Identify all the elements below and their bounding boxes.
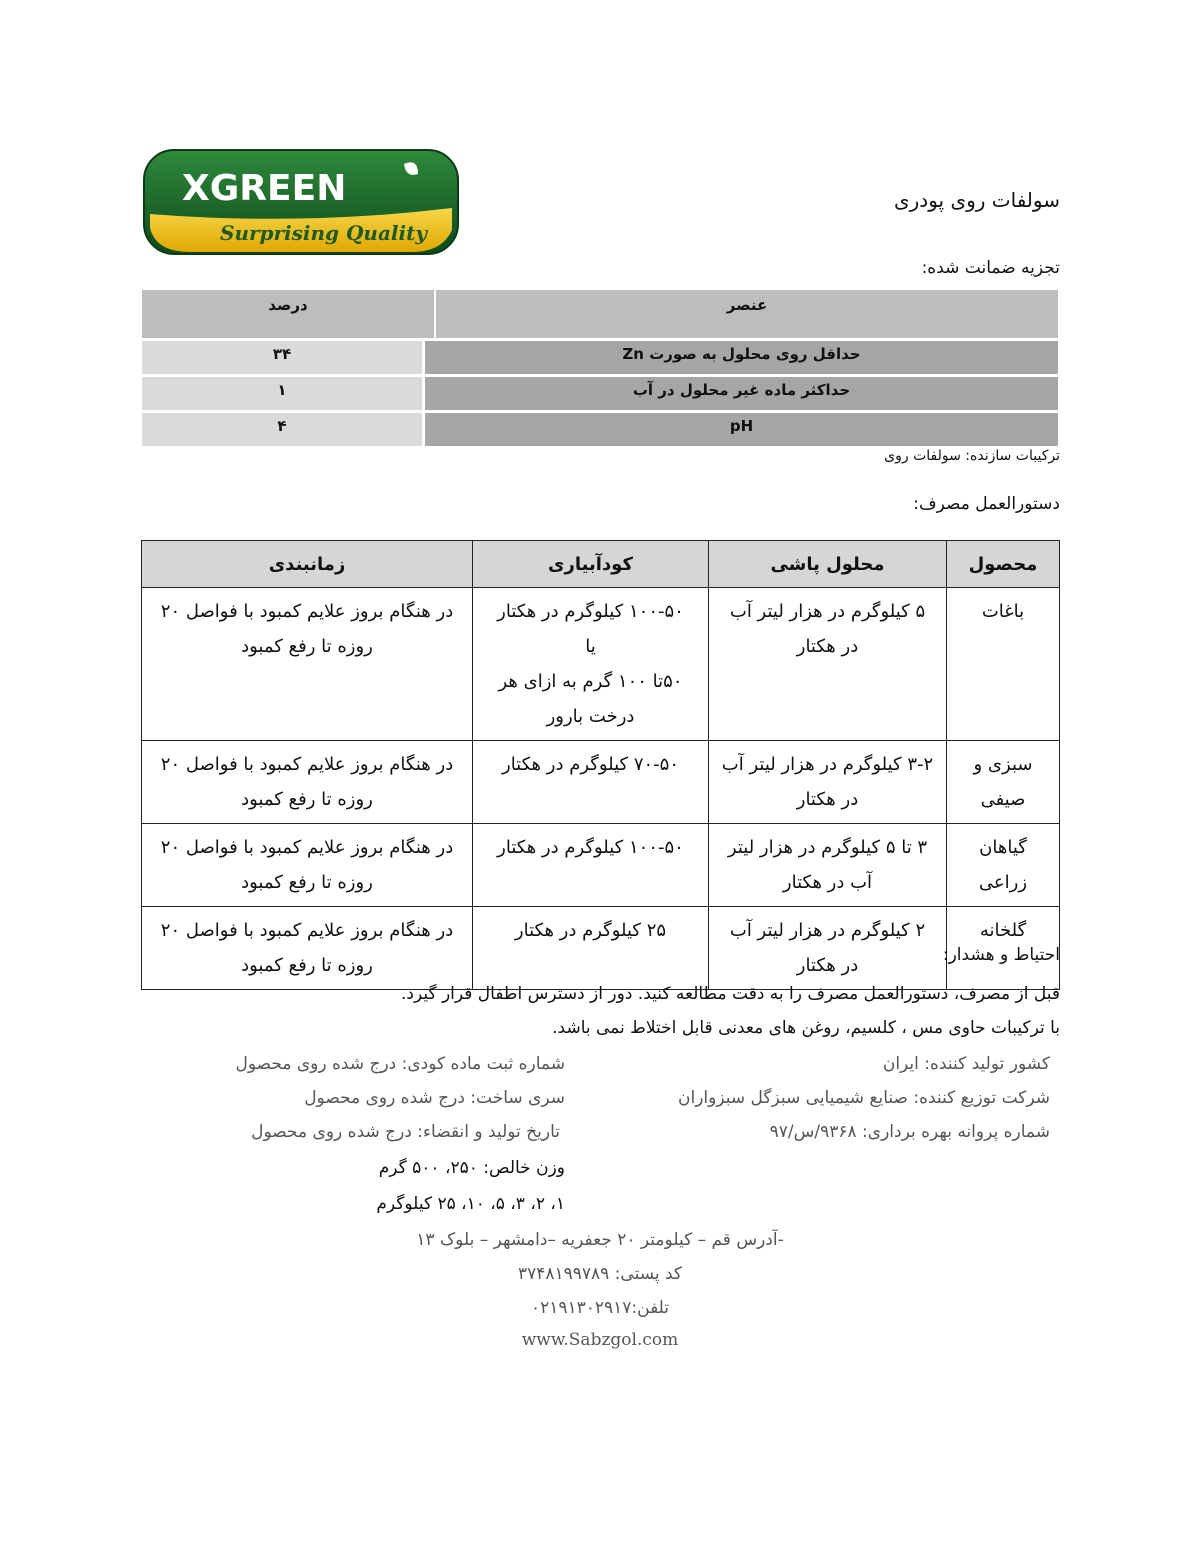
crop-cell: سبزی و صیفی: [947, 741, 1060, 824]
postal-code-text: کد پستی: ۳۷۴۸۱۹۹۷۸۹: [517, 1264, 683, 1284]
batch-text: سری ساخت: درج شده روی محصول: [304, 1088, 565, 1108]
spray-cell: ۵ کیلوگرم در هزار لیتر آب در هکتار: [709, 588, 947, 741]
dates-text: تاریخ تولید و انقضاء: درج شده روی محصول: [251, 1122, 560, 1142]
spray-cell: ۳-۲ کیلوگرم در هزار لیتر آب در هکتار: [709, 741, 947, 824]
license-text: شماره پروانه بهره برداری: ۹۳۶۸/س/۹۷: [769, 1122, 1050, 1142]
timing-cell: در هنگام بروز علایم کمبود با فواصل ۲۰ روزه تا رفع کمبود: [142, 741, 473, 824]
guaranteed-analysis-table: [142, 290, 1058, 446]
fertigation-alt-text: ۵۰تا ۱۰۰ گرم به ازای هر درخت بارور: [498, 671, 683, 727]
website-link[interactable]: www.Sabzgol.com: [521, 1330, 679, 1350]
usage-row: [142, 741, 1060, 824]
net-weight-text: وزن خالص: ۲۵۰، ۵۰۰ گرم: [378, 1158, 565, 1178]
crop-cell: گیاهان زراعی: [947, 824, 1060, 907]
analysis-heading: تجزیه ضمانت شده:: [921, 258, 1060, 278]
fertigation-header: کودآبیاری: [473, 541, 709, 588]
element-cell: حداقل روی محلول به صورت Zn: [425, 341, 1058, 374]
fertigation-cell: ۷۰-۵۰ کیلوگرم در هکتار: [473, 741, 709, 824]
usage-row: [142, 588, 1060, 741]
crop-cell: گلخانه: [947, 907, 1060, 990]
analysis-row: [142, 377, 1058, 410]
percent-cell: ۳۴: [142, 341, 422, 374]
distributor-text: شرکت توزیع کننده: صنایع شیمیایی سبزگل سبزواران: [677, 1088, 1050, 1108]
fertigation-cell: [473, 588, 709, 741]
element-cell: حداکثر ماده غیر محلول در آب: [425, 377, 1058, 410]
timing-cell: در هنگام بروز علایم کمبود با فواصل ۲۰ روزه تا رفع کمبود: [142, 588, 473, 741]
logo-brand-text: XGREEN: [182, 168, 347, 209]
product-title: سولفات روی پودری: [893, 188, 1060, 212]
spray-cell: ۳ تا ۵ کیلوگرم در هزار لیتر آب در هکتار: [709, 824, 947, 907]
fertigation-cell: ۲۵ کیلوگرم در هکتار: [473, 907, 709, 990]
timing-header: زمانبندی: [142, 541, 473, 588]
fertigation-cell: ۱۰۰-۵۰ کیلوگرم در هکتار: [473, 824, 709, 907]
warning-line: قبل از مصرف، دستورالعمل مصرف را به دقت مطالعه کنید. دور از دسترس اطفال قرار گیرد.: [400, 984, 1060, 1004]
address-text: -آدرس قم – کیلومتر ۲۰ جعفریه –دامشهر – بلوک ۱۳: [416, 1230, 784, 1250]
spray-cell: ۲ کیلوگرم در هزار لیتر آب در هکتار: [709, 907, 947, 990]
crop-cell: باغات: [947, 588, 1060, 741]
spray-header: محلول پاشی: [709, 541, 947, 588]
logo-tagline-text: Surprising Quality: [220, 221, 427, 245]
fertigation-or-text: یا: [585, 636, 596, 657]
instructions-heading: دستورالعمل مصرف:: [913, 494, 1060, 514]
phone-text: تلفن:۰۲۱۹۱۳۰۲۹۱۷: [530, 1298, 670, 1318]
element-cell: pH: [425, 413, 1058, 446]
usage-row: [142, 824, 1060, 907]
registration-text: شماره ثبت ماده کودی: درج شده روی محصول: [235, 1054, 565, 1074]
element-header: عنصر: [436, 290, 1058, 338]
timing-cell: در هنگام بروز علایم کمبود با فواصل ۲۰ روزه تا رفع کمبود: [142, 824, 473, 907]
warning-heading: احتیاط و هشدار:: [942, 945, 1060, 965]
crop-header: محصول: [947, 541, 1060, 588]
timing-cell: در هنگام بروز علایم کمبود با فواصل ۲۰ روزه تا رفع کمبود: [142, 907, 473, 990]
warning-line: با ترکیبات حاوی مس ، کلسیم، روغن های معدنی قابل اختلاط نمی باشد.: [552, 1018, 1060, 1038]
composition-text: ترکیبات سازنده: سولفات روی: [884, 448, 1060, 464]
percent-cell: ۱: [142, 377, 422, 410]
xgreen-logo: [142, 148, 460, 256]
analysis-row: [142, 413, 1058, 446]
percent-header: درصد: [142, 290, 434, 338]
weights-kg-text: ۱، ۲، ۳، ۵، ۱۰، ۲۵ کیلوگرم: [376, 1194, 565, 1214]
analysis-row: [142, 341, 1058, 374]
fertigation-text: ۱۰۰-۵۰ کیلوگرم در هکتار: [497, 601, 684, 622]
usage-row: [142, 907, 1060, 990]
country-text: کشور تولید کننده: ایران: [882, 1054, 1050, 1074]
usage-header-row: [142, 541, 1060, 588]
usage-instructions-table: [141, 540, 1060, 990]
percent-cell: ۴: [142, 413, 422, 446]
analysis-header-row: [142, 290, 1058, 338]
